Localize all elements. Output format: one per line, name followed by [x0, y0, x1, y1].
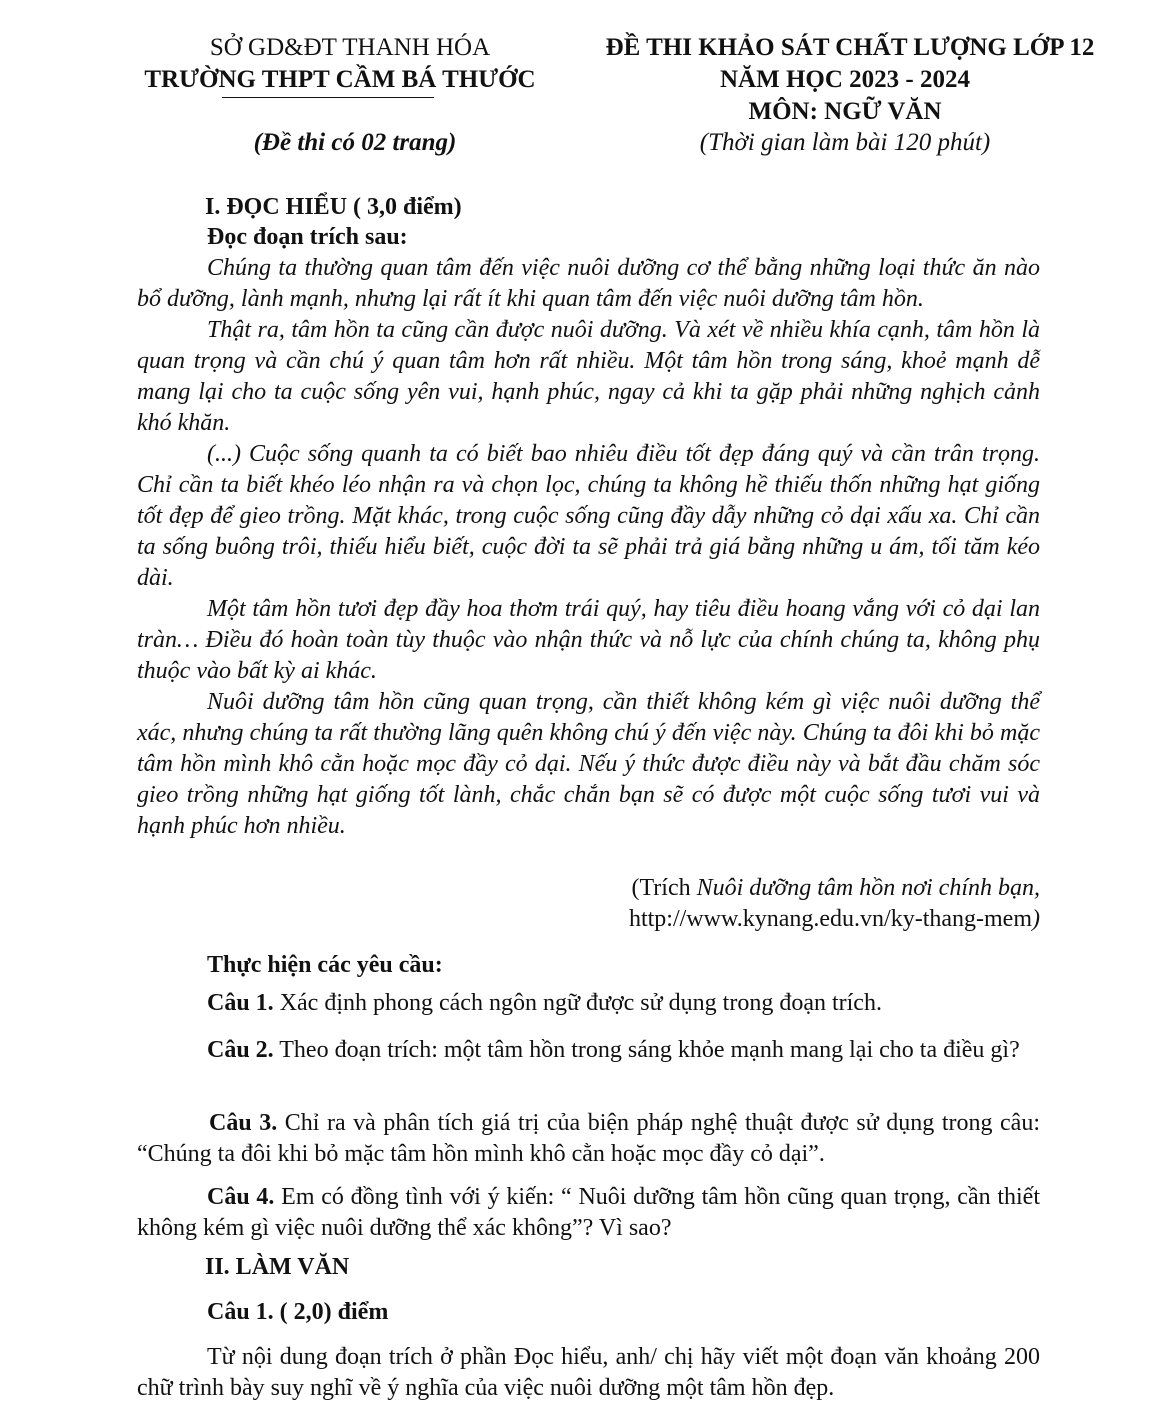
question-list	[137, 988, 1040, 1019]
reading-instruction: Đọc đoạn trích sau:	[207, 224, 408, 250]
source-line-1	[137, 873, 1040, 904]
department-name: SỞ GD&ĐT THANH HÓA	[209, 34, 491, 61]
section2-question	[137, 1342, 1040, 1404]
passage-paragraph-5: Nuôi dưỡng tâm hồn cũng quan trọng, cần thiết không kém gì việc nuôi dưỡng thể xác, nhưng chúng ta rất thường lãng quên không chú ý đến việc này. Chúng ta đôi khi bỏ mặc tâm hồn mình khô cằn hoặc mọc đầy cỏ dại. Nếu ý thức được điều này và bắt đầu chăm sóc gieo trồng những hạt giống tốt lành, chắc chắn bạn sẽ có được một cuộc sống tươi vui và hạnh phúc hơn nhiều.	[137, 689, 1040, 839]
time-note: (Thời gian làm bài 120 phút)	[699, 129, 991, 156]
question-1	[137, 988, 1040, 1019]
question-2-block	[137, 1035, 1040, 1066]
source-title: Nuôi dưỡng tâm hồn nơi chính bạn,	[696, 875, 1040, 901]
passage-paragraph-1: Chúng ta thường quan tâm đến việc nuôi dưỡng cơ thể bằng những loại thức ăn nào bổ dưỡng, lành mạnh, nhưng lại rất ít khi quan tâm đến việc nuôi dưỡng tâm hồn.	[137, 255, 1040, 312]
passage-paragraph-4: Một tâm hồn tươi đẹp đầy hoa thơm trái quý, hay tiêu điều hoang vắng với cỏ dại lan tràn… Điều đó hoàn toàn tùy thuộc vào nhận thức và nỗ lực của chính chúng ta, không phụ thuộc vào bất kỳ ai khác.	[137, 596, 1040, 684]
passage-source	[137, 873, 1040, 935]
source-open: (Trích	[631, 875, 697, 901]
question-2-label: Câu 2.	[207, 1037, 274, 1063]
question-3	[137, 1108, 1040, 1170]
question-4-text: Em có đồng tình với ý kiến: “ Nuôi dưỡng tâm hồn cũng quan trọng, cần thiết không kém gì việc nuôi dưỡng thể xác không”? Vì sao?	[137, 1184, 1040, 1241]
pages-note: (Đề thi có 02 trang)	[253, 129, 457, 156]
reading-passage	[137, 253, 1040, 842]
school-underline	[222, 97, 434, 98]
section2-question-heading: Câu 1. ( 2,0) điểm	[207, 1299, 389, 1325]
question-3-text: Chỉ ra và phân tích giá trị của biện pháp nghệ thuật được sử dụng trong câu: “Chúng ta đôi khi bỏ mặc tâm hồn mình khô cằn hoặc mọc đầy cỏ dại”.	[137, 1110, 1040, 1167]
passage-paragraph-2: Thật ra, tâm hồn ta cũng cần được nuôi dưỡng. Và xét về nhiều khía cạnh, tâm hồn là quan trọng và cần chú ý quan tâm hơn rất nhiều. Một tâm hồn trong sáng, khoẻ mạnh dễ mang lại cho ta cuộc sống yên vui, hạnh phúc, ngay cả khi ta gặp phải những nghịch cảnh khó khăn.	[137, 317, 1040, 436]
question-3-label: Câu 3.	[209, 1110, 278, 1136]
tasks-heading: Thực hiện các yêu cầu:	[207, 952, 443, 978]
source-close: )	[1032, 906, 1040, 932]
section1-heading: I. ĐỌC HIỂU ( 3,0 điểm)	[205, 194, 462, 220]
section2-question-text: Từ nội dung đoạn trích ở phần Đọc hiểu, anh/ chị hãy viết một đoạn văn khoảng 200 chữ trình bày suy nghĩ về ý nghĩa của việc nuôi dưỡng một tâm hồn đẹp.	[137, 1344, 1040, 1401]
question-4	[137, 1182, 1040, 1244]
question-1-label: Câu 1.	[207, 990, 274, 1016]
subject: MÔN: NGỮ VĂN	[748, 98, 942, 125]
exam-title: ĐỀ THI KHẢO SÁT CHẤT LƯỢNG LỚP 12	[605, 34, 1095, 61]
question-4-label: Câu 4.	[207, 1184, 275, 1210]
question-2	[137, 1035, 1040, 1066]
source-line-2	[137, 904, 1040, 935]
school-year: NĂM HỌC 2023 - 2024	[720, 66, 970, 93]
question-1-text: Xác định phong cách ngôn ngữ được sử dụng trong đoạn trích.	[273, 990, 882, 1016]
passage-paragraph-3: (...) Cuộc sống quanh ta có biết bao nhiêu điều tốt đẹp đáng quý và cần trân trọng. Chỉ cần ta biết khéo léo nhận ra và chọn lọc, chúng ta không hề thiếu thốn những hạt giống tốt đẹp để gieo trồng. Mặt khác, trong cuộc sống cũng đầy dẫy những cỏ dại xấu xa. Chỉ cần ta sống buông trôi, thiếu hiểu biết, cuộc đời ta sẽ phải trả giá bằng những u ám, tối tăm kéo dài.	[137, 441, 1040, 591]
school-name: TRƯỜNG THPT CẦM BÁ THƯỚC	[144, 66, 536, 93]
question-4-block	[137, 1182, 1040, 1244]
question-2-text: Theo đoạn trích: một tâm hồn trong sáng khỏe mạnh mang lại cho ta điều gì?	[273, 1037, 1020, 1063]
section2-heading: II. LÀM VĂN	[205, 1254, 350, 1280]
question-3-block	[137, 1108, 1040, 1170]
source-url: http://www.kynang.edu.vn/ky-thang-mem	[628, 906, 1032, 932]
